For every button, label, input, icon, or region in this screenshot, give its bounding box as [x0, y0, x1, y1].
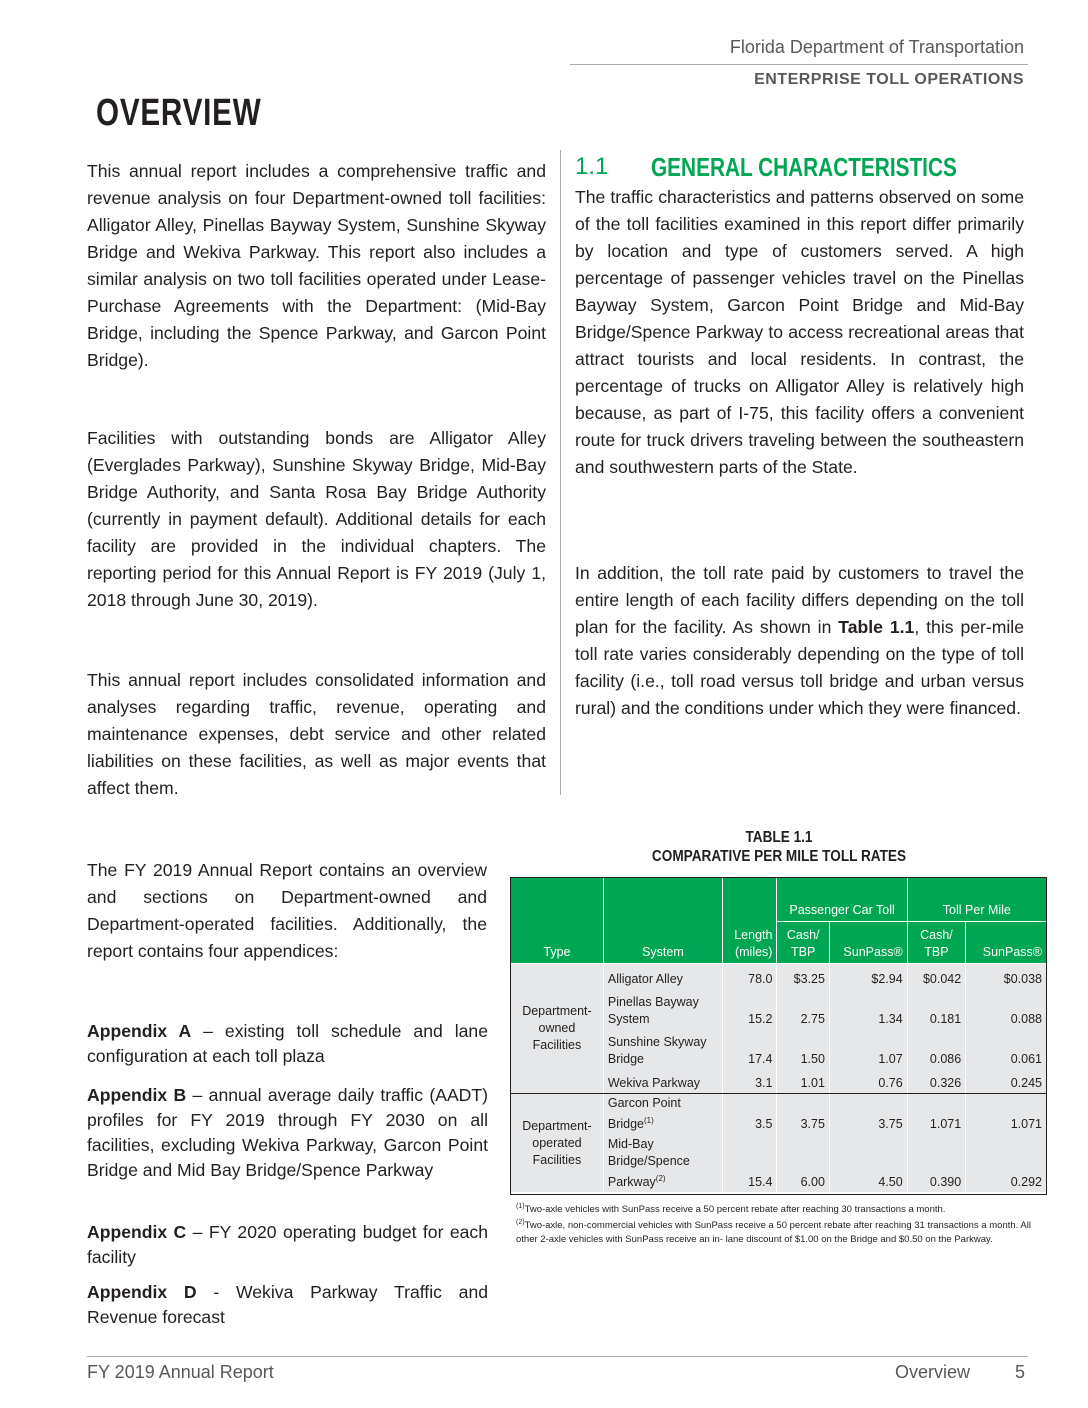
table-footnote-1 — [516, 1200, 1046, 1217]
length-cell: 15.2 — [722, 989, 777, 1029]
length-cell: 78.0 — [722, 964, 777, 989]
sunpass-mile-cell: 0.292 — [966, 1134, 1047, 1192]
cash-cell: 2.75 — [777, 989, 829, 1029]
system-cell: Sunshine Skyway Bridge — [603, 1029, 722, 1069]
header-rule — [570, 64, 1028, 65]
cash-mile-cell: 0.390 — [907, 1134, 966, 1192]
header-department: Florida Department of Transportation — [729, 37, 1024, 57]
bonds-paragraph: Facilities with outstanding bonds are Alligator Alley (Everglades Parkway), Sunshine Skyway Bridge, Mid-Bay Bridge Authority, and Santa Rosa Bay Bridge Authority (currently in payment default). Additional details for each facility are provided in the individual chapters. The reporting period for this Annual Report is FY 2019 (July 1, 2018 through June 30, 2019). — [87, 428, 546, 610]
cash-mile-cell: $0.042 — [907, 964, 966, 989]
appendix-b-label: Appendix B — [87, 1085, 187, 1105]
sunpass-mile-cell: 0.245 — [966, 1069, 1047, 1094]
header-division: ENTERPRISE TOLL OPERATIONS — [754, 71, 1024, 88]
header-cash-tbp: Cash/ TBP — [777, 922, 829, 964]
sunpass-mile-cell: 0.088 — [966, 989, 1047, 1029]
appendix-a — [87, 1019, 488, 1069]
system-name: Mid-Bay Bridge/Spence Parkway — [607, 1137, 690, 1190]
cash-cell: 3.75 — [777, 1094, 829, 1135]
footnote-2-text: Two-axle, non-commercial vehicles with SunPass receive a 50 percent rebate after reaching 31 transactions a month. All other 2-axle vehicles with SunPass receive an in- lane discount of $1.00 on the Bridge and $0.50 on the Parkway. — [516, 1220, 1031, 1246]
cash-cell: $3.25 — [777, 964, 829, 989]
length-cell: 15.4 — [722, 1134, 777, 1192]
consolidated-paragraph: This annual report includes consolidated information and analyses regarding traffic, revenue, operating and maintenance expenses, debt service and other related liabilities on these facilities, as well as major events that affect them. — [87, 670, 546, 798]
appendix-a-label: Appendix A — [87, 1021, 192, 1041]
toll-rate-text-2: , this per-mile toll rate varies considerably depending on the type of toll facility (i.e., toll road versus toll bridge and urban versus rural) and the conditions under which they were financed. — [575, 617, 1024, 718]
column-divider — [560, 150, 561, 795]
section-title: GENERAL CHARACTERISTICS — [651, 152, 957, 182]
table-row — [511, 1094, 1047, 1135]
system-name: Garcon Point Bridge — [607, 1096, 681, 1132]
cash-cell: 1.01 — [777, 1069, 829, 1094]
header-passenger-car-toll: Passenger Car Toll — [777, 878, 907, 922]
sunpass-cell: 4.50 — [829, 1134, 907, 1192]
appendix-c-label: Appendix C — [87, 1222, 187, 1242]
footnote-2-mark: (2) — [516, 1219, 525, 1226]
length-cell: 17.4 — [722, 1029, 777, 1069]
footnote-1-text: Two-axle vehicles with SunPass receive a 50 percent rebate after reaching 30 transactions a month. — [524, 1204, 946, 1216]
sunpass-mile-cell: 0.061 — [966, 1029, 1047, 1069]
cash-mile-cell: 1.071 — [907, 1094, 966, 1135]
appendix-b-text: – annual average daily traffic (AADT) profiles for FY 2019 through FY 2030 on all facilities, excluding Wekiva Parkway, Garcon Point Bridge and Mid Bay Bridge/Spence Parkway — [87, 1085, 488, 1180]
header-type: Type — [511, 878, 604, 964]
sunpass-mile-cell: 1.071 — [966, 1094, 1047, 1135]
table-caption — [512, 828, 1046, 866]
sunpass-mile-cell: $0.038 — [966, 964, 1047, 989]
appendix-b — [87, 1083, 488, 1183]
appendix-d — [87, 1280, 488, 1330]
system-cell: Alligator Alley — [603, 964, 722, 989]
section-number: 1.1 — [575, 153, 609, 180]
table-row — [511, 964, 1047, 989]
header-sunpass: SunPass® — [829, 922, 907, 964]
footnote-1-mark: (1) — [516, 1203, 525, 1210]
type-department-operated: Department-operated Facilities — [511, 1094, 604, 1193]
characteristics-paragraph: The traffic characteristics and patterns observed on some of the toll facilities examined in this report differ primarily by location and type of customers served. A high percentage of passenger vehicles travel on the Pinellas Bayway System, Garcon Point Bridge and Mid-Bay Bridge/Spence Parkway to access recreational areas that attract tourists and local residents. In contrast, the percentage of trucks on Alligator Alley is relatively high because, as part of I-75, this facility offers a convenient route for truck drivers traveling between the southeastern and southwestern parts of the State. — [575, 187, 1024, 477]
footer-rule — [87, 1356, 1028, 1357]
system-cell — [603, 1094, 722, 1135]
table-number: TABLE 1.1 — [745, 829, 813, 846]
cash-cell: 1.50 — [777, 1029, 829, 1069]
system-cell — [603, 1134, 722, 1192]
appendix-a-text: – existing toll schedule and lane configuration at each toll plaza — [87, 1021, 488, 1066]
intro-paragraph: This annual report includes a comprehensive traffic and revenue analysis on four Department-owned toll facilities: Alligator Alley, Pinellas Bayway System, Sunshine Skyway Bridge and Wekiva Parkway. This report also includes a similar analysis on two toll facilities operated under Lease-Purchase Agreements with the Department: (Mid-Bay Bridge, including the Spence Parkway, and Garcon Point Bridge). — [87, 161, 546, 370]
appendix-c — [87, 1220, 488, 1270]
table-reference: Table 1.1 — [838, 617, 915, 637]
length-cell: 3.1 — [722, 1069, 777, 1094]
appendix-d-label: Appendix D — [87, 1282, 197, 1302]
appendices-intro-paragraph: The FY 2019 Annual Report contains an overview and sections on Department-owned and Department-operated facilities. Additionally, the report contains four appendices: — [87, 860, 487, 961]
footnote-marker: (1) — [644, 1116, 654, 1125]
appendix-c-text: – FY 2020 operating budget for each facility — [87, 1222, 488, 1267]
sunpass-cell: $2.94 — [829, 964, 907, 989]
system-cell: Wekiva Parkway — [603, 1069, 722, 1094]
header-cash-tbp-mile: Cash/ TBP — [907, 922, 966, 964]
header-system: System — [603, 878, 722, 964]
header-length: Length (miles) — [722, 878, 777, 964]
cash-mile-cell: 0.326 — [907, 1069, 966, 1094]
cash-mile-cell: 0.181 — [907, 989, 966, 1029]
toll-rate-paragraph — [575, 560, 1024, 722]
sunpass-cell: 1.07 — [829, 1029, 907, 1069]
type-department-owned: Department-owned Facilities — [511, 964, 604, 1094]
system-cell: Pinellas Bayway System — [603, 989, 722, 1029]
toll-rates-table — [510, 877, 1047, 1192]
footnote-marker: (2) — [655, 1174, 666, 1183]
page-number: 5 — [1015, 1362, 1026, 1382]
toll-rate-text-1: In addition, the toll rate paid by customers to travel the entire length of each facility differs depending on the toll plan for the facility. As shown in — [575, 563, 1024, 637]
page-title: OVERVIEW — [96, 92, 262, 134]
cash-mile-cell: 0.086 — [907, 1029, 966, 1069]
sunpass-cell: 1.34 — [829, 989, 907, 1029]
table-footnote-2 — [516, 1216, 1046, 1247]
header-toll-per-mile: Toll Per Mile — [907, 878, 1046, 922]
appendix-d-text: - Wekiva Parkway Traffic and Revenue forecast — [87, 1282, 489, 1327]
length-cell: 3.5 — [722, 1094, 777, 1135]
sunpass-cell: 3.75 — [829, 1094, 907, 1135]
footer-report-name: FY 2019 Annual Report — [87, 1362, 274, 1382]
header-sunpass-mile: SunPass® — [966, 922, 1047, 964]
table-title: COMPARATIVE PER MILE TOLL RATES — [651, 848, 907, 865]
sunpass-cell: 0.76 — [829, 1069, 907, 1094]
cash-cell: 6.00 — [777, 1134, 829, 1192]
footer-section-name: Overview — [895, 1362, 971, 1382]
